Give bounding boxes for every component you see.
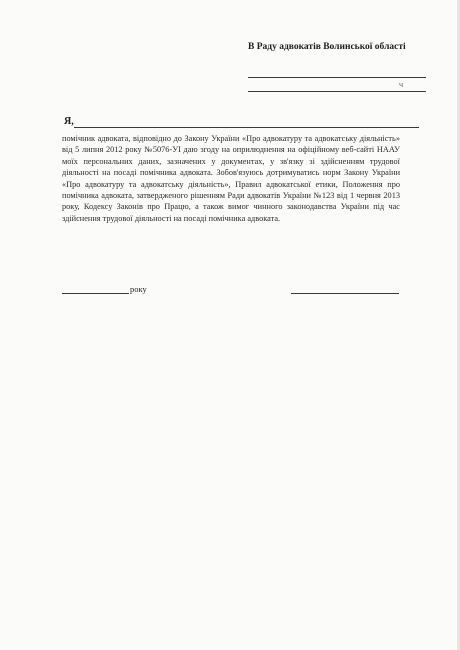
date-line bbox=[62, 293, 129, 294]
addressee-heading: В Раду адвокатів Волинської області bbox=[248, 42, 406, 52]
consent-paragraph-1-text: помічник адвоката, відповідно до Закону України «Про адвокатуру та адвокатську діяльність» від 5 липня 2012 року №5076-УІ даю згоду на оприлюднення на офіційному веб-сайті НААУ моїх персональних даних, зазначених у документах, у зв'язку зі здійсненням трудової діяльності на посаді помічника адвоката. bbox=[62, 134, 400, 178]
obligation-paragraph-text: Зобов'язуюсь дотримуватись норм Закону України «Про адвокатуру та адвокатську діяльність», Правил адвокатської етики, Положення про помічника адвоката, затвердженого рішенням Ради адвокатів України №123 від 1 червня 2013 року, Кодексу Законів про Працю, а також вимог чинного законодавства України під час здійснення трудової діяльності на посаді помічника адвоката. bbox=[62, 168, 401, 223]
stray-pen-mark: ч bbox=[399, 81, 404, 89]
declarant-prefix: Я, bbox=[64, 116, 74, 127]
declarant-name-line bbox=[74, 127, 419, 128]
date-suffix: року bbox=[130, 284, 147, 294]
consent-paragraph-1 bbox=[62, 133, 400, 224]
signature-line bbox=[291, 293, 399, 294]
consent-text bbox=[62, 133, 400, 224]
recipient-line-2 bbox=[248, 91, 426, 92]
recipient-line-1 bbox=[248, 77, 426, 78]
